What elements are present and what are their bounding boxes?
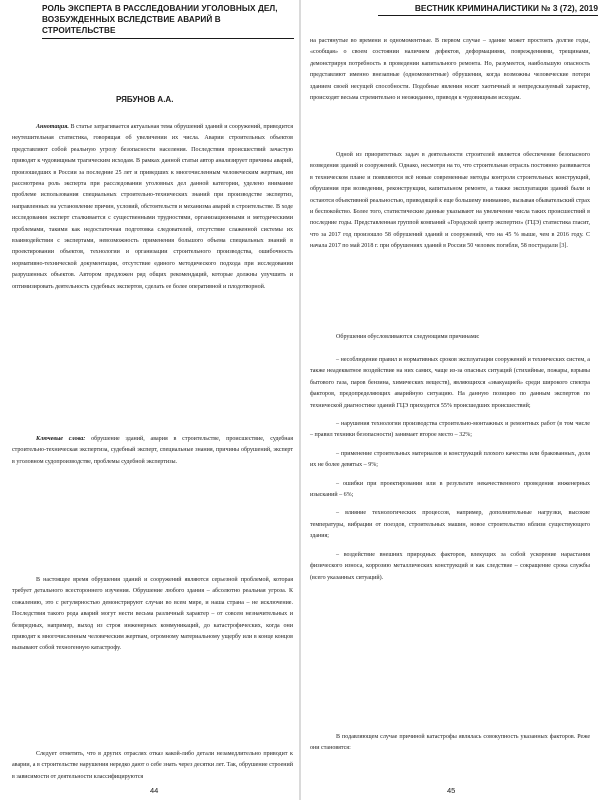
body-paragraph: В подавляющем случае причиной катастрофы являлась совокупность указанных факторов. Реже они становятся:	[310, 734, 590, 752]
list-item: – нарушения технологии производства строительно-монтажных и ремонтных работ (в том числе – правил техники безопасности) занимает второе место – 32%;	[310, 421, 590, 439]
keywords-paragraph	[12, 434, 293, 468]
article-author: РЯБУНОВ А.А.	[116, 95, 174, 104]
article-title: РОЛЬ ЭКСПЕРТА В РАССЛЕДОВАНИИ УГОЛОВНЫХ ДЕЛ, ВОЗБУЖДЕННЫХ ВСЛЕДСТВИЕ АВАРИЙ В СТРОИТЕЛЬСТВЕ	[42, 3, 294, 39]
page-number: 44	[150, 786, 159, 795]
body-paragraph: Следует отметить, что в других отраслях отказ какой-либо детали незамедлительно приводит к аварии, а в строительстве нарушения нередко дают о себе знать через десятки лет. Так, обрушение строений в зависимости от деятельности классифицируются	[12, 751, 293, 780]
list-item: – ошибки при проектировании или в результате некачественного проведения инженерных изысканий – 6%;	[310, 480, 590, 499]
list-item: – воздействие внешних природных факторов, влекущих за собой ускорение нарастания физического износа, коррозию металлических конструкций и как следствие – сокращение срока службы (всего указанных ситуаций).	[310, 551, 590, 581]
body-paragraph: на растянутые во времени и одномоментные. В первом случае – здание может простоять долгие годы, «сообщая» о своем состоянии наличием дефектов, деформациями, повреждениями, трещинами, демонстрируя потребность в проведении капитального ремонта. Но, разумеется, наибольшую опасность представляют именно внезапные (одномоментные) обрушения, когда возможны человеческие потери зданием своей несущей способности. Подобные явления носят хаотичный и непредсказуемый характер, происходят весьма стремительно и неожиданно, приводя к чудовищным исходам.	[310, 38, 590, 102]
page-gutter	[299, 0, 301, 800]
journal-running-head: ВЕСТНИК КРИМИНАЛИСТИКИ № 3 (72), 2019	[378, 3, 598, 16]
list-item: – применение строительных материалов и конструкций плохого качества или бракованных, доля их не более девятых – 9%;	[310, 450, 590, 469]
left-page	[0, 0, 298, 800]
list-item: – несоблюдение правил и нормативных сроков эксплуатации сооружений и технических систем, а также неадекватное воздействие на них самих, чаще из-за опасных ситуаций (стихийные, пожары, взрывы бытового газа, паров бензина, химических веществ), являющихся «эвакуацией» среди широкого спектра факторов, предопределяющих аварийную ситуацию. На данную позицию по данным экспертов по технической диагностике зданий ГЦЭ приходится 55% происшедших происшествий;	[310, 357, 590, 409]
page-number: 45	[447, 786, 456, 795]
abstract-label: Аннотация.	[36, 124, 69, 130]
keywords-text: обрушение зданий, авария в строительстве, происшествие, судебная строительно-техническая экспертиза, судебный эксперт, специальные знания, причины обрушений, эксперт в уголовном судопроизводстве, проблемы судебной экспертизы.	[12, 436, 294, 465]
right-page	[302, 0, 600, 800]
causes-list	[310, 355, 590, 591]
abstract-paragraph	[12, 122, 293, 293]
causes-intro: Обрушения обусловливаются следующими причинами:	[336, 334, 480, 340]
body-paragraph: В настоящее время обрушения зданий и сооружений являются серьезной проблемой, которая требует детального всестороннего изучения. Обрушение любого здания – абсолютно реальная угроза. К сожалению, это с регулярностью демонстрируют случаи во всем мире, и наша страна – не исключение. Последствия такого рода аварий могут нести весьма различный характер – от совсем незначительных и безвредных, например, выход из строя инженерных коммуникаций, до катастрофических, когда они приводят к многочисленным человеческим жертвам, огромному материальному ущербу или в конце концов вызывают собой техногенную катастрофу.	[12, 577, 293, 652]
abstract-text: В статье затрагивается актуальная тема обрушений зданий и сооружений, приводится неутешительная статистика, говорящая об увеличении их числа. Аварии строительных объектов представляют собой реальную угрозу безопасности населения. Последствия происшествий зачастую приводят к чудовищным трагическим исходам. В рамках данной статьи автор анализирует причины аварий, произошедших в России за последние 25 лет и приведших к многочисленным человеческим жертвам, им рассмотрена роль эксперта при расследовании уголовных дел данной категории, уделено внимание проблеме использования специальных строительно-технических знаний при производстве экспертиз, направленных на установление причин, условий, обстоятельств и механизма аварий в строительстве. В ходе исследования эксперт сталкивается с существенными трудностями, организационными и методическими проблемами, такими как недостаточная подготовка следователей, отсутствие слаженной системы их взаимодействия с экспертами, невозможность применения большого объема специальных знаний в проектировании объектов, технологии и организации строительного производства, ошибочность нормативно-технической документации, отсутствие единого методического подхода при исследовании разрушенных объектов. Автором предложен ряд общих рекомендаций, которые должны улучшить и оптимизировать деятельность судебных экспертов, сделать ее более оперативной и плодотворной.	[12, 124, 294, 290]
list-item: – влияние технологических процессов, например, дополнительные нагрузки, высокие температуры, вибрации от поездов, строительных машин, новое строительство вблизи существующего здания;	[310, 510, 590, 540]
body-paragraph: Одной из приоритетных задач в деятельности строителей является обеспечение безопасного возведения зданий и сооружений. Однако, несмотря на то, что строительная отрасль постоянно развивается в техническом плане и появляются всё новые современные методы контроля строительных конструкций, обрушения при возведении, реконструкции, капитальном ремонте, а также эксплуатации зданий были и остаются объективной реальностью, приводящей к еще большему вниманию, вызывая обывательский страх и беспокойство. Более того, статистические данные указывают на увеличение числа таких происшествий в последние годы. Представленная группой компаний «Городской центр экспертиз» (ГЦЭ) статистика гласит, что за 2017 год произошло 58 обрушений зданий и сооружений, что на 45 % выше, чем в 2016 году. С начала 2017 по май 2018 г. при обрушениях зданий в России 50 человек погибли, 58 пострадали [3].	[310, 152, 590, 250]
keywords-label: Ключевые слова:	[36, 436, 86, 442]
